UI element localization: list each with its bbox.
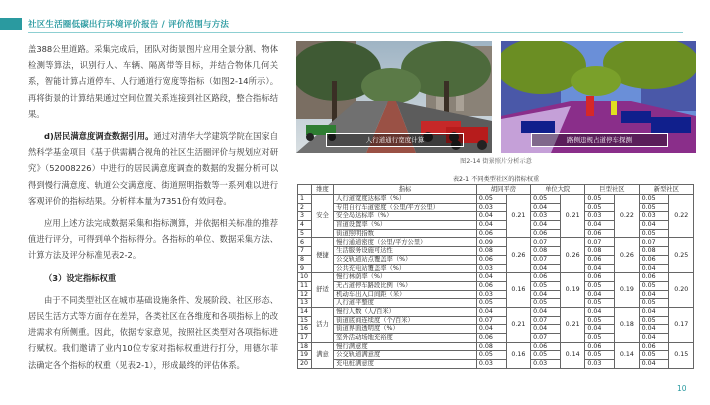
dimension-cell: 活力: [311, 307, 333, 342]
page-header: [0, 0, 710, 33]
weight-cell: 0.04: [639, 290, 669, 299]
weight-cell: 0.04: [639, 334, 669, 343]
page-number: 10: [677, 384, 687, 393]
dimension-weight-cell: 0.21: [560, 307, 584, 342]
header-danwei: 单位大院: [531, 185, 585, 195]
weight-cell: 0.04: [585, 325, 615, 334]
indicator-cell: 街道照明指数: [334, 229, 477, 238]
street-view-figure: [296, 41, 696, 153]
paragraph-1: 盖388公里道路。采集完成后，团队对街景图片应用全景分割、物体检测等算法，识别行人、车辆、隔离带等目标，并结合物体几何关系，智能计算占道停车、人行通道行宽度等指标（如图2-14所示）。再将街景的计算结果通过空间位置关系连接到社区路段，整合指标结果。: [28, 44, 278, 119]
row-index: 15: [298, 316, 312, 325]
row-index: 19: [298, 351, 312, 360]
indicator-cell: 室外活动场地充裕度: [334, 334, 477, 343]
indicator-cell: 无占道停车路段比例（%）: [334, 281, 477, 290]
indicator-cell: 慢行林荫率（%）: [334, 273, 477, 282]
dimension-weight-cell: 0.26: [615, 238, 639, 273]
table-row: [298, 238, 694, 247]
weight-cell: 0.05: [585, 299, 615, 308]
indicator-cell: 人行道平整度: [334, 299, 477, 308]
weight-cell: 0.07: [531, 238, 561, 247]
weight-cell: 0.03: [476, 203, 506, 212]
dimension-weight-cell: 0.17: [669, 307, 694, 342]
weight-cell: 0.04: [639, 307, 669, 316]
weight-cell: 0.05: [531, 281, 561, 290]
right-photo-label: 路侧违规占道停车探测: [531, 133, 668, 147]
left-photo-label: 人行道通行宽度计算: [326, 133, 464, 147]
row-index: 20: [298, 360, 312, 369]
table-row: [298, 273, 694, 282]
dimension-weight-cell: 0.14: [615, 342, 639, 368]
indicator-cell: 公共充电站覆盖率（%）: [334, 264, 477, 273]
weight-cell: 0.04: [476, 325, 506, 334]
dimension-cell: 安全: [311, 195, 333, 238]
weight-cell: 0.06: [639, 342, 669, 351]
dimension-weight-cell: 0.19: [560, 273, 584, 308]
header-juxing: 巨型社区: [585, 185, 639, 195]
table-row: [298, 342, 694, 351]
dimension-weight-cell: 0.16: [506, 342, 530, 368]
weight-cell: 0.03: [531, 360, 561, 369]
weight-cell: 0.05: [531, 195, 561, 204]
indicator-cell: 公交轨道满意度: [334, 351, 477, 360]
weight-cell: 0.04: [531, 264, 561, 273]
weight-cell: 0.04: [531, 221, 561, 230]
dimension-weight-cell: 0.21: [506, 307, 530, 342]
dimension-cell: 舒适: [311, 273, 333, 308]
row-index: 17: [298, 334, 312, 343]
weight-cell: 0.04: [585, 307, 615, 316]
indicator-cell: 机动车出入口间距（米）: [334, 290, 477, 299]
weight-cell: 0.03: [639, 212, 669, 221]
weight-cell: 0.05: [531, 351, 561, 360]
indicator-cell: 生活服务设施可达性: [334, 247, 477, 256]
weight-cell: 0.05: [639, 203, 669, 212]
row-index: 3: [298, 212, 312, 221]
dimension-weight-cell: 0.22: [669, 195, 694, 238]
weight-cell: 0.05: [639, 281, 669, 290]
indicator-cell: 街道底商连续度（个/百米）: [334, 316, 477, 325]
table-row: [298, 307, 694, 316]
weight-cell: 0.05: [585, 316, 615, 325]
header-hutong: 胡同平房: [476, 185, 530, 195]
weight-cell: 0.05: [585, 195, 615, 204]
weight-cell: 0.06: [476, 255, 506, 264]
weight-cell: 0.06: [476, 281, 506, 290]
weight-cell: 0.04: [531, 203, 561, 212]
dimension-weight-cell: 0.25: [669, 238, 694, 273]
header-title: 社区生活圈低碳出行环境评价报告 / 评价范围与方法: [28, 20, 230, 30]
paragraph-2-bold: d)居民满意度调查数据引用。: [44, 131, 154, 142]
weight-cell: 0.05: [585, 351, 615, 360]
weight-cell: 0.07: [639, 238, 669, 247]
weight-cell: 0.09: [476, 238, 506, 247]
row-index: 11: [298, 281, 312, 290]
weight-cell: 0.05: [639, 316, 669, 325]
weight-cell: 0.07: [531, 255, 561, 264]
weight-cell: 0.06: [476, 334, 506, 343]
weight-cell: 0.05: [639, 229, 669, 238]
row-index: 12: [298, 290, 312, 299]
dimension-weight-cell: 0.14: [560, 342, 584, 368]
section-heading-text: （3）设定指标权重: [44, 272, 117, 283]
weight-cell: 0.07: [585, 238, 615, 247]
weight-cell: 0.06: [585, 229, 615, 238]
indicator-cell: 盲道设置率（%）: [334, 221, 477, 230]
row-index: 8: [298, 255, 312, 264]
weight-cell: 0.04: [639, 360, 669, 369]
dimension-weight-cell: 0.21: [506, 195, 530, 238]
weight-cell: 0.06: [639, 255, 669, 264]
weight-cell: 0.03: [585, 360, 615, 369]
weight-cell: 0.04: [476, 307, 506, 316]
indicator-cell: 慢行满意度: [334, 342, 477, 351]
weight-cell: 0.04: [639, 221, 669, 230]
weight-cell: 0.04: [531, 290, 561, 299]
row-index: 6: [298, 238, 312, 247]
weight-cell: 0.04: [585, 264, 615, 273]
weight-cell: 0.04: [476, 221, 506, 230]
header-dimension: 维度: [311, 185, 333, 195]
table-row: [298, 195, 694, 204]
row-index: 7: [298, 247, 312, 256]
weight-cell: 0.07: [476, 316, 506, 325]
table-caption: 表2-1 不同类型社区的指标权重: [452, 176, 540, 183]
weight-cell: 0.05: [585, 281, 615, 290]
weight-cell: 0.05: [639, 299, 669, 308]
weight-cell: 0.08: [476, 342, 506, 351]
header-divider: [28, 32, 683, 33]
weight-cell: 0.07: [531, 334, 561, 343]
row-index: 4: [298, 221, 312, 230]
weight-cell: 0.03: [531, 212, 561, 221]
weight-cell: 0.05: [476, 299, 506, 308]
weight-cell: 0.05: [476, 351, 506, 360]
weight-cell: 0.04: [585, 290, 615, 299]
indicator-cell: 安全岛达标率（%）: [334, 212, 477, 221]
row-index: 13: [298, 299, 312, 308]
dimension-weight-cell: 0.22: [615, 195, 639, 238]
weight-cell: 0.04: [531, 325, 561, 334]
indicator-cell: 充电桩满意度: [334, 360, 477, 369]
header-xinxing: 新型社区: [639, 185, 693, 195]
dimension-weight-cell: 0.26: [506, 238, 530, 273]
weights-table: [297, 184, 694, 369]
weight-cell: 0.04: [476, 212, 506, 221]
row-index: 18: [298, 342, 312, 351]
weight-cell: 0.06: [531, 229, 561, 238]
paragraph-4: 由于不同类型社区在城市基础设施条件、发展阶段、社区形态、居民生活方式等方面存在差异，各类社区在各维度和各项指标上的改进需求有所侧重。因此，依据专家意见，按照社区类型对各项指标进行赋权。我们邀请了业内10位专家对指标权重进行打分，用德尔菲法确定各个指标的权重（见表2-1），形成最终的评估体系。: [28, 294, 278, 370]
body-text-column: [28, 41, 278, 373]
row-index: 16: [298, 325, 312, 334]
row-index: 14: [298, 307, 312, 316]
weight-cell: 0.06: [531, 273, 561, 282]
weight-cell: 0.06: [585, 342, 615, 351]
street-photo-left: [296, 41, 492, 153]
weight-cell: 0.08: [639, 247, 669, 256]
weight-cell: 0.08: [531, 247, 561, 256]
weight-cell: 0.03: [585, 212, 615, 221]
paragraph-3: 应用上述方法完成数据采集和指标测算，并依据相关标准的推荐值进行评分，可得到单个指标得分。各指标的单位、数据采集方法、计算方法及评分标准见表2-2。: [28, 218, 278, 261]
segmentation-photo-right: [501, 41, 696, 153]
dimension-weight-cell: 0.16: [506, 273, 530, 308]
header-accent-bar: [0, 18, 22, 30]
section-heading: [28, 270, 278, 286]
row-index: 9: [298, 264, 312, 273]
paragraph-2: [28, 128, 278, 209]
weight-cell: 0.04: [639, 264, 669, 273]
weight-cell: 0.06: [531, 342, 561, 351]
weight-cell: 0.05: [531, 299, 561, 308]
weight-cell: 0.03: [476, 360, 506, 369]
dimension-weight-cell: 0.15: [669, 342, 694, 368]
weight-cell: 0.03: [476, 290, 506, 299]
dimension-weight-cell: 0.20: [669, 273, 694, 308]
dimension-weight-cell: 0.19: [615, 273, 639, 308]
row-index: 5: [298, 229, 312, 238]
weight-cell: 0.05: [585, 334, 615, 343]
indicator-cell: 公交轨道站点覆盖率（%）: [334, 255, 477, 264]
dimension-weight-cell: 0.26: [560, 238, 584, 273]
row-index: 2: [298, 203, 312, 212]
table-header-row: [298, 185, 694, 195]
weight-cell: 0.03: [476, 264, 506, 273]
weight-cell: 0.05: [639, 195, 669, 204]
indicator-cell: 慢行人数（人/百米）: [334, 307, 477, 316]
dimension-weight-cell: 0.21: [560, 195, 584, 238]
weight-cell: 0.06: [476, 229, 506, 238]
row-index: 10: [298, 273, 312, 282]
indicator-cell: 慢行通道密度（公里/平方公里）: [334, 238, 477, 247]
paragraph-2-text: 通过对清华大学建筑学院在国家自然科学基金项目《基于供需耦合视角的社区生活圈评价与规划应对研究》（52008226）中进行的居民满意度调查的数据的发掘分析可以得到慢行满意度、轨道公交满意度、街道照明指数等一系列难以进行客观评价的指标结果。分析样本量为7351份有效问卷。: [28, 131, 278, 206]
header-index: [298, 185, 312, 195]
weight-cell: 0.08: [585, 247, 615, 256]
dimension-cell: 便捷: [311, 238, 333, 273]
weight-cell: 0.05: [476, 195, 506, 204]
weight-cell: 0.06: [585, 255, 615, 264]
dimension-cell: 满意: [311, 342, 333, 368]
dimension-weight-cell: 0.18: [615, 307, 639, 342]
header-indicator: 指标: [334, 185, 477, 195]
row-index: 1: [298, 195, 312, 204]
indicator-cell: 专用自行车道密度（公里/平方公里）: [334, 203, 477, 212]
weight-cell: 0.05: [639, 351, 669, 360]
weight-cell: 0.08: [476, 247, 506, 256]
weight-cell: 0.06: [639, 273, 669, 282]
weight-cell: 0.07: [531, 316, 561, 325]
weight-cell: 0.06: [585, 273, 615, 282]
weight-cell: 0.04: [639, 325, 669, 334]
indicator-cell: 街道界面透明度（%）: [334, 325, 477, 334]
weight-cell: 0.04: [585, 221, 615, 230]
figure-caption: 图2-14 街景照片分析示意: [460, 158, 532, 165]
indicator-cell: 人行道宽度达标率（%）: [334, 195, 477, 204]
table-body: [298, 195, 694, 369]
weight-cell: 0.04: [531, 307, 561, 316]
weight-cell: 0.05: [585, 203, 615, 212]
weight-cell: 0.04: [476, 273, 506, 282]
